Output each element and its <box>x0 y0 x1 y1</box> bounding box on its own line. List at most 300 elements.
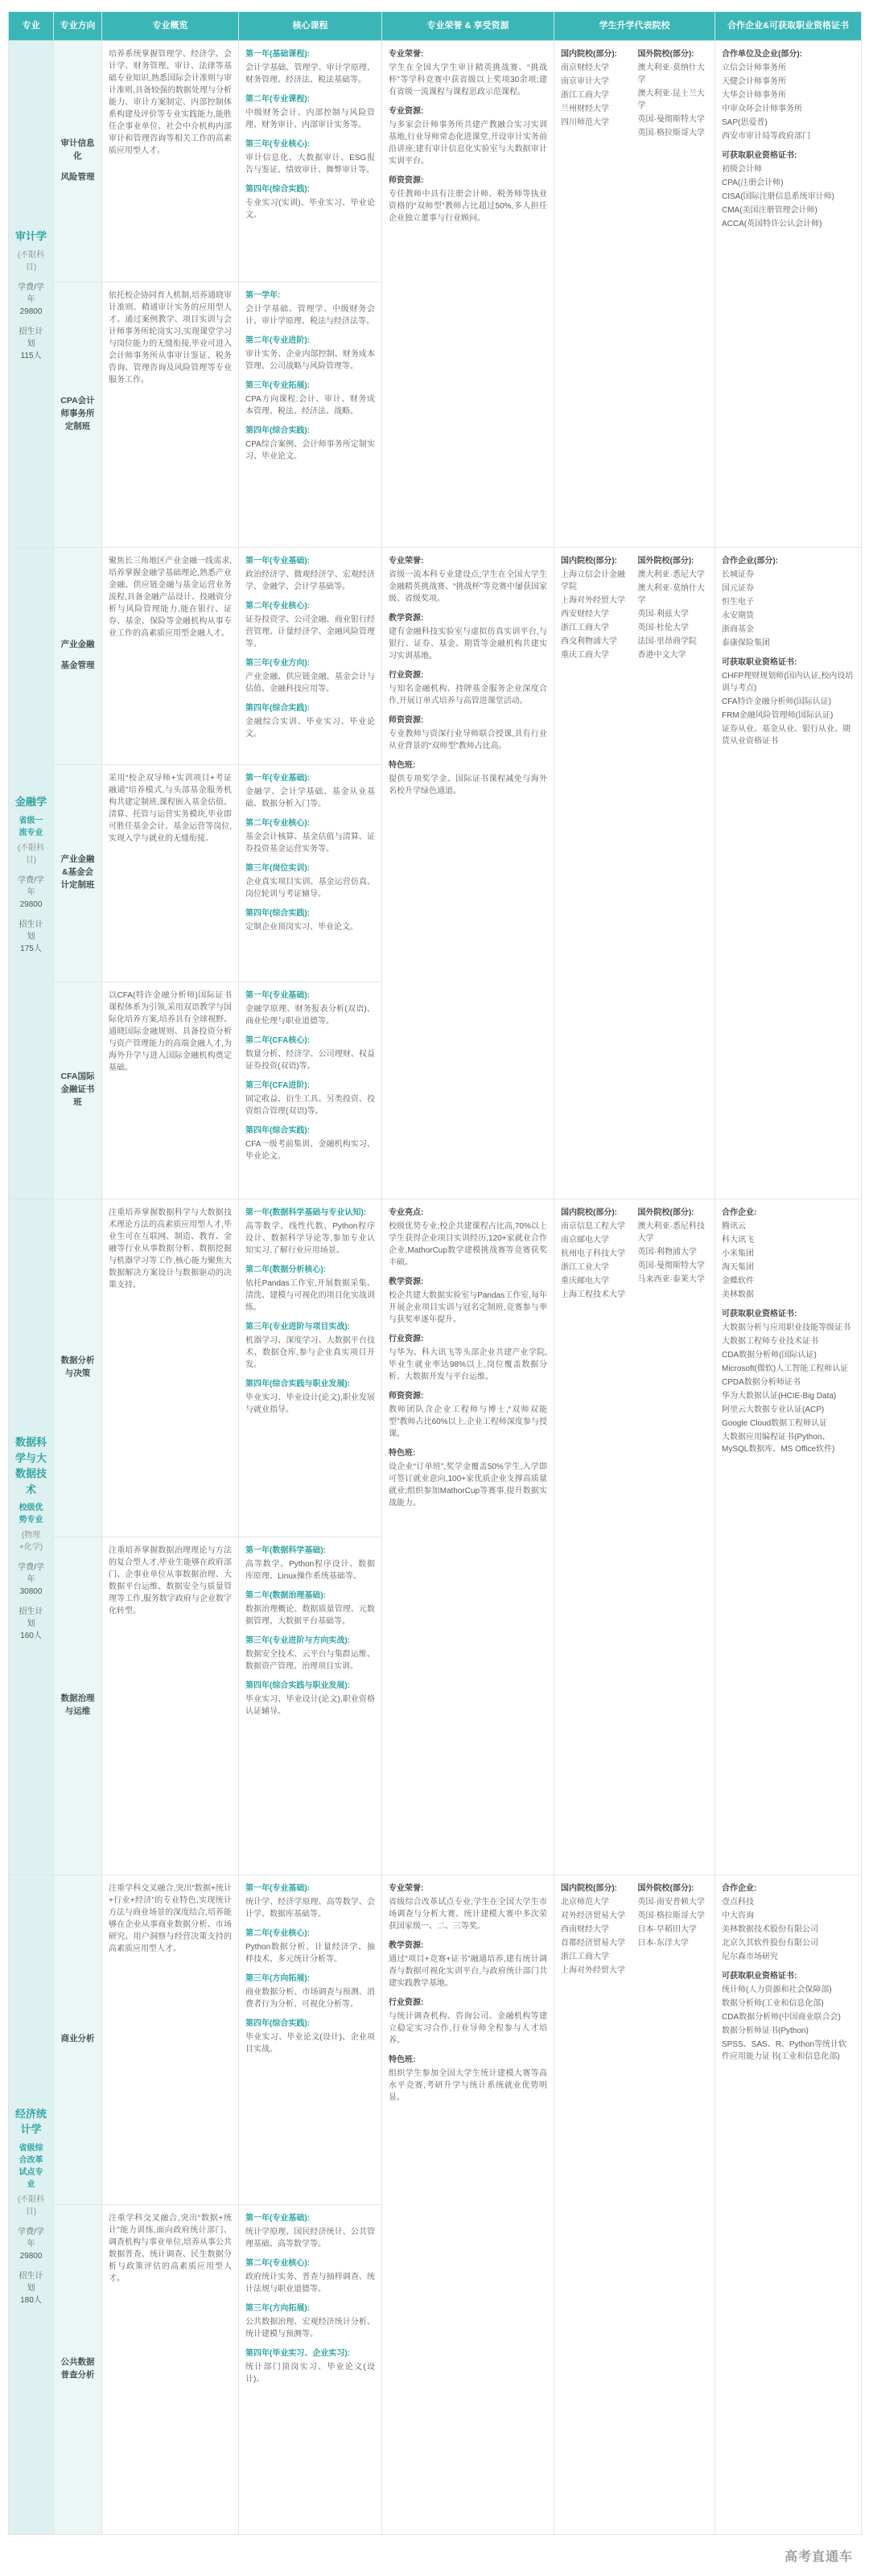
block-text: 依托Pandas工作室,开展数据采集、清洗、建模与可视化的项目化实战训练。 <box>245 1278 375 1312</box>
block-heading: 第四年(综合实践): <box>245 2018 310 2028</box>
fee-label: 学费/学年 <box>18 282 44 304</box>
content-block <box>245 1883 375 1920</box>
schools-domestic <box>561 555 632 669</box>
list-item: 中审众环会计师事务所 <box>722 104 802 113</box>
text-line: 基金管理 <box>60 660 95 670</box>
block-heading: 专业资源: <box>389 106 424 116</box>
content-block <box>245 1545 375 1582</box>
major-cell <box>9 1874 54 2534</box>
block-heading: 第一年(专业基础): <box>245 990 310 1000</box>
block-heading: 第一年(专业基础): <box>245 556 310 566</box>
list-item: 英国·格拉斯哥大学 <box>637 1911 705 1920</box>
content-block <box>389 1333 547 1383</box>
content-block <box>638 1207 709 1286</box>
column-header-courses: 核心课程 <box>239 12 382 41</box>
major-subject-note: (不限科目) <box>17 843 45 865</box>
block-heading: 第三年(CFA进阶): <box>245 1080 310 1090</box>
list-item: 统计师(人力资源和社会保障部) <box>722 1985 832 1994</box>
text-line: 商业分析 <box>60 2034 95 2044</box>
block-heading: 第二年(数据分析核心): <box>245 1265 326 1274</box>
block-heading: 专业荣誉: <box>389 556 424 566</box>
major-plan <box>15 919 47 955</box>
schools-cell <box>554 40 715 547</box>
list-item: 天健会计师事务所 <box>722 76 786 86</box>
block-text: 产业金融、供应链金融、基金会计与估值、金融科技应用等。 <box>245 672 375 693</box>
block-text: 学生在全国大学生审计精英挑战赛、“挑战杯”等学科竞赛中获省级以上奖项30余项;建有省级一流课程与课程思政示范课程。 <box>389 63 547 97</box>
list-item: 证券从业、基金从业、银行从业、期货从业资格证书 <box>722 724 850 746</box>
list-item: 大数据工程师专业技术证书 <box>722 1336 818 1346</box>
direction-cell <box>54 1199 102 1537</box>
block-text: 证券投资学、公司金融、商业银行经营管理、计量经济学、金融风险管理等。 <box>245 615 375 648</box>
block-text: 数据治理概论、数据质量管理、元数据管理、大数据平台基础等。 <box>245 1604 375 1626</box>
column-header-overview: 专业概览 <box>102 12 239 41</box>
block-heading: 第二年(专业进阶): <box>245 335 310 345</box>
list-item: CPA(注册会计师) <box>722 178 784 187</box>
plan-value: 175人 <box>20 944 42 953</box>
content-block <box>245 600 375 650</box>
content-block <box>561 555 632 661</box>
content-block <box>561 1883 632 1977</box>
text-line: 注重学科交叉融合,突出“数据+统计+行业+经济”的专业特色,实现统计方法与商业场景的深度结合,培养能够在企业从事商业数据分析、市场研究、用户洞察与经营决策支持的高素质应用型人才。 <box>109 1883 232 1953</box>
content-block <box>245 1590 375 1627</box>
content-block <box>389 759 547 797</box>
list-item: 澳大利亚·悉尼大学 <box>637 570 705 579</box>
list-item: 大数据分析与应用职业技能等级证书 <box>722 1323 850 1332</box>
block-text: 校企共建大数据实验室与Pandas工作室,每年开展企业项目实训与冠名定制班,竞赛参与率与获奖率逐年提升。 <box>389 1290 547 1324</box>
courses-cell <box>239 40 382 282</box>
list-item: 南京审计大学 <box>561 76 609 86</box>
partners-cell <box>715 40 862 547</box>
content-block <box>245 1035 375 1072</box>
list-item: CISA(国际注册信息系统审计师) <box>722 191 834 201</box>
block-heading: 第三年(专业拓展): <box>245 381 310 390</box>
block-heading: 国外院校(部分): <box>637 556 694 566</box>
list-item: 上海工程技术大学 <box>561 1290 625 1299</box>
block-heading: 第一年(数据科学基础): <box>245 1545 326 1555</box>
list-item: 永安期货 <box>722 611 754 620</box>
text-line: 依托校企协同育人机制,培养通晓审计准则、精通审计实务的应用型人才。通过案例教学、项目实训与会计师事务所轮岗实习,实现课堂学习与岗位能力的无缝衔接,毕业可进入会计师事务所从事审计鉴证、税务咨询、管理咨询及风险管理等专业服务工作。 <box>109 290 232 385</box>
block-heading: 第一年(专业基础): <box>245 1883 310 1893</box>
major-fee <box>15 282 47 318</box>
major-cell <box>9 1199 54 1874</box>
block-heading: 第二年(专业核心): <box>245 1928 310 1938</box>
block-text: 高等数学、线性代数、Python程序设计、数据科学导论等,参加专业认知实习,了解行业应用场景。 <box>245 1221 375 1255</box>
block-heading: 特色班: <box>389 2055 416 2064</box>
content-block <box>389 1883 547 1932</box>
content-block <box>245 772 375 810</box>
list-item: 兰州财经大学 <box>561 104 609 113</box>
list-item: 美林数据技术股份有限公司 <box>722 1924 818 1934</box>
block-heading: 第二年(专业核心): <box>245 601 310 611</box>
block-text: 建有金融科技实验室与虚拟仿真实训平台,与银行、证券、基金、期货等金融机构共建实习实训基地。 <box>389 627 547 660</box>
content-block <box>389 555 547 605</box>
block-text: 会计学基础、管理学、审计学原理、财务管理、经济法、税法基础等。 <box>245 63 375 84</box>
content-block <box>389 48 547 98</box>
list-item: 英国·曼彻斯特大学 <box>637 1261 705 1270</box>
block-heading: 第三年(岗位实训): <box>245 863 310 873</box>
major-badge: 校级优势专业 <box>19 1504 43 1525</box>
major-plan <box>15 2270 47 2306</box>
content-block <box>245 657 375 695</box>
block-text: 与统计调查机构、咨询公司、金融机构等建立稳定实习合作,行业导师全程参与人才培养。 <box>389 2011 547 2045</box>
block-heading: 第三年(方向拓展): <box>245 2303 310 2313</box>
block-text: 校级优势专业;校企共建课程占比高,70%以上学生获得企业项目实训经历,120+家就业合作企业,MathorCup数学建模挑战赛等竞赛获奖丰硕。 <box>389 1221 547 1267</box>
list-item: 马来西亚·泰莱大学 <box>637 1274 705 1284</box>
plan-value: 160人 <box>20 1632 42 1640</box>
list-item: 上海立信会计金融学院 <box>561 570 625 591</box>
content-block <box>389 1447 547 1509</box>
list-item: 重庆邮电大学 <box>561 1276 609 1286</box>
list-item: 西南财经大学 <box>561 1924 609 1934</box>
block-text: 省级综合改革试点专业;学生在全国大学生市场调查与分析大赛、统计建模大赛中多次荣获国家级一、二、三等奖。 <box>389 1897 547 1931</box>
fee-label: 学费/学年 <box>18 875 44 897</box>
block-text: 审计信息化、大数据审计、ESG报告与鉴证、绩效审计、舞弊审计等。 <box>245 153 375 175</box>
list-item: 阿里云大数据专业认证(ACP) <box>722 1405 825 1414</box>
block-heading: 国内院校(部分): <box>561 49 617 59</box>
block-heading: 第三年(专业进阶与方向实战): <box>245 1636 350 1645</box>
block-text: 政治经济学、微观经济学、宏观经济学、金融学、会计学基础等。 <box>245 570 375 591</box>
content-block <box>389 1276 547 1326</box>
content-block <box>245 2302 375 2340</box>
courses-cell <box>239 2204 382 2534</box>
text-line: 产业金融&基金会计定制班 <box>60 854 95 890</box>
block-heading: 教学资源: <box>389 613 424 623</box>
block-text: 统计学原理、国民经济统计、公共管理基础、高等数学等。 <box>245 2227 375 2249</box>
block-text: CPA方向课程:会计、审计、财务成本管理、税法、经济法、战略。 <box>245 394 375 416</box>
text-line: 注重培养掌握数据治理理论与方法的复合型人才,毕业生能够在政府部门、企事业单位从事数据治理、大数据平台运维、数据安全与质量管理等工作,服务数字政府与企业数字化转型。 <box>109 1545 232 1615</box>
block-text: 统计部门顶岗实习、毕业论文(设计)。 <box>245 2362 375 2384</box>
overview-cell <box>102 764 239 981</box>
major-subject-note: (不限科目) <box>17 250 45 272</box>
list-item: 澳大利亚·悉尼科技大学 <box>637 1221 705 1243</box>
list-item: 南京财经大学 <box>561 63 609 72</box>
text-line: 数据治理与运维 <box>60 1693 95 1716</box>
schools-overseas <box>638 48 709 146</box>
list-item: 华为大数据认证(HCIE-Big Data) <box>722 1391 837 1401</box>
content-block <box>389 175 547 224</box>
text-line: 审计信息化 <box>60 138 95 162</box>
list-item: 对外经济贸易大学 <box>561 1911 625 1920</box>
content-block <box>245 1973 375 2010</box>
list-item: CDA数据分析师(国际认证) <box>722 1350 817 1360</box>
block-heading: 第四年(综合实践): <box>245 908 310 918</box>
list-item: 尼尔森市场研究 <box>722 1952 778 1961</box>
block-text: 专业实习(实训)、毕业实习、毕业论文。 <box>245 198 375 220</box>
column-header-direction: 专业方向 <box>54 12 102 41</box>
content-block <box>389 1390 547 1440</box>
fee-label: 学费/学年 <box>18 2227 44 2249</box>
table-row <box>9 40 862 282</box>
block-heading: 第三年(专业进阶与项目实战): <box>245 1322 350 1331</box>
content-block <box>638 1883 709 1949</box>
major-fee <box>15 874 47 911</box>
courses-cell <box>239 981 382 1199</box>
block-heading: 国外院校(部分): <box>637 1883 694 1893</box>
block-text: 金融综合实训、毕业实习、毕业论文。 <box>245 717 375 739</box>
block-text: 通过“项目+竞赛+证书”融通培养,建有统计调查与数据可视化实训平台,与政府统计部门共建实践教学基地。 <box>389 1954 547 1988</box>
block-text: 金融学、会计学基础、基金从业基础、数据分析入门等。 <box>245 787 375 809</box>
content-block <box>389 612 547 662</box>
major-cell <box>9 547 54 1199</box>
list-item: 西交利物浦大学 <box>561 636 617 646</box>
list-item: 浙商基金 <box>722 624 754 634</box>
content-block <box>722 1883 855 1963</box>
partners-cell <box>715 1874 862 2534</box>
block-text: 审计实务、企业内部控制、财务成本管理、公司战略与风险管理等。 <box>245 349 375 371</box>
block-text: 商业数据分析、市场调查与预测、消费者行为分析、可视化分析等。 <box>245 1987 375 2009</box>
list-item: 大数据应用编程证书(Python、MySQL数据库、MS Office软件) <box>722 1432 835 1454</box>
list-item: 英国·杜伦大学 <box>637 623 689 632</box>
list-item: FRM金融风险管理师(国际认证) <box>722 710 834 720</box>
schools-overseas <box>638 1883 709 1984</box>
block-heading: 第一年(专业基础): <box>245 2213 310 2223</box>
block-heading: 国内院校(部分): <box>561 556 617 566</box>
block-heading: 合作企业(部分): <box>722 556 778 566</box>
list-item: 日本·东洋大学 <box>637 1938 689 1948</box>
content-block <box>389 1940 547 1990</box>
content-block <box>722 1970 855 2063</box>
schools-domestic <box>561 48 632 146</box>
honors-cell <box>382 40 554 547</box>
block-heading: 国内院校(部分): <box>561 1208 617 1217</box>
block-heading: 第四年(综合实践): <box>245 184 310 194</box>
list-item: 四川师范大学 <box>561 117 609 127</box>
fee-value: 29800 <box>19 2251 43 2261</box>
block-text: 与华为、科大讯飞等头部企业共建产业学院,毕业生就业率达98%以上,岗位覆盖数据分析、大数据开发与平台运维。 <box>389 1348 547 1381</box>
block-text: 设企业“订单班”,奖学金覆盖50%学生,入学即可签订就业意向,100+家优质企业支撑高质量就业;组织参加MathorCup等赛事,提升数据实战能力。 <box>389 1462 547 1508</box>
list-item: 香港中文大学 <box>637 650 686 660</box>
direction-cell <box>54 764 102 981</box>
content-block <box>245 862 375 900</box>
content-block <box>245 48 375 86</box>
fee-value: 30800 <box>19 1587 43 1596</box>
majors-table <box>8 11 862 2535</box>
table-row <box>9 547 862 764</box>
fee-value: 29800 <box>19 899 43 909</box>
block-heading: 特色班: <box>389 760 416 770</box>
overview-cell <box>102 547 239 764</box>
list-item: 恒生电子 <box>722 597 754 607</box>
block-heading: 教学资源: <box>389 1277 424 1286</box>
content-block <box>722 48 855 142</box>
direction-cell <box>54 2204 102 2534</box>
block-heading: 特色班: <box>389 1448 416 1458</box>
content-block <box>245 555 375 593</box>
courses-cell <box>239 547 382 764</box>
text-line: 产业金融 <box>60 640 95 650</box>
content-block <box>245 1321 375 1371</box>
content-block <box>245 425 375 463</box>
block-heading: 可获取职业资格证书: <box>722 657 797 667</box>
direction-cell <box>54 1537 102 1874</box>
block-heading: 师资资源: <box>389 715 424 725</box>
direction-cell <box>54 282 102 547</box>
content-block <box>722 555 855 649</box>
major-subject-note: (不限科目) <box>17 2195 45 2216</box>
content-block <box>638 555 709 661</box>
block-heading: 可获取职业资格证书: <box>722 1309 797 1319</box>
text-line: 数据分析与决策 <box>60 1356 95 1378</box>
content-block <box>245 1080 375 1117</box>
list-item: 泰康保险集团 <box>722 638 770 648</box>
content-block <box>389 1207 547 1269</box>
list-item: 立信会计师事务所 <box>722 63 786 72</box>
list-item: 科大讯飞 <box>722 1235 754 1245</box>
major-cell <box>9 40 54 547</box>
honors-cell <box>382 1199 554 1874</box>
block-heading: 第二年(专业课程): <box>245 94 310 104</box>
list-item: 首都经济贸易大学 <box>561 1938 625 1948</box>
content-block <box>389 1997 547 2047</box>
list-item: 北京师范大学 <box>561 1897 609 1907</box>
footer-brand: 高考直通车 <box>784 2549 853 2564</box>
block-heading: 专业荣誉: <box>389 49 424 59</box>
direction-cell <box>54 40 102 282</box>
block-text: 与知名金融机构、持牌基金服务企业深度合作,开展订单式培养与高管进课堂活动。 <box>389 684 547 706</box>
block-heading: 第三年(专业核心): <box>245 139 310 149</box>
block-text: 专业教师与资深行业导师联合授课,具有行业从业背景的“双师型”教师占比高。 <box>389 729 547 751</box>
block-heading: 师资资源: <box>389 1391 424 1401</box>
block-heading: 可获取职业资格证书: <box>722 150 797 160</box>
content-block <box>389 2054 547 2104</box>
honors-cell <box>382 1874 554 2534</box>
content-block <box>245 2018 375 2055</box>
block-heading: 第四年(综合实践): <box>245 426 310 435</box>
plan-value: 180人 <box>20 2295 42 2305</box>
block-heading: 教学资源: <box>389 1940 424 1950</box>
block-text: Python数据分析、计量经济学、抽样技术、多元统计分析等。 <box>245 1942 375 1964</box>
content-block <box>245 817 375 855</box>
block-heading: 合作企业: <box>722 1208 757 1217</box>
schools-overseas <box>638 1207 709 1308</box>
block-heading: 第二年(数据治理基础): <box>245 1590 326 1600</box>
block-heading: 第二年(CFA核心): <box>245 1035 310 1045</box>
block-text: 基金会计核算、基金估值与清算、证券投资基金运营实务等。 <box>245 832 375 854</box>
list-item: 英国·利兹大学 <box>637 609 689 619</box>
list-item: CMA(美国注册管理会计师) <box>722 205 818 215</box>
block-heading: 第四年(综合实践): <box>245 1125 310 1135</box>
list-item: 澳大利亚·莫纳什大学 <box>637 63 705 84</box>
block-heading: 第二年(专业核心): <box>245 818 310 828</box>
block-heading: 专业亮点: <box>389 1208 424 1217</box>
content-block <box>638 48 709 139</box>
content-block <box>722 1308 855 1455</box>
content-block <box>245 1125 375 1162</box>
text-line: 以CFA(特许金融分析师)国际证书课程体系为引领,采用双语教学与国际化培养方案,培养具有全球视野、通晓国际金融规则、具备投资分析与资产管理能力的高端金融人才,为海外升学与进入国际金融机构奠定基础。 <box>109 990 232 1072</box>
list-item: 澳大利亚·莫纳什大学 <box>637 583 705 605</box>
list-item: 浙江工商大学 <box>561 623 609 632</box>
content-block <box>245 2212 375 2250</box>
block-text: 数据安全技术、云平台与集群运维、数据资产管理、治理项目实训。 <box>245 1649 375 1671</box>
list-item: 数据分析师证书(Python) <box>722 2026 809 2035</box>
major-name: 金融学 <box>15 796 47 809</box>
plan-label: 招生计划 <box>19 327 43 348</box>
content-block <box>245 138 375 176</box>
block-heading: 第三年(方向拓展): <box>245 1973 310 1983</box>
content-block <box>245 2348 375 2385</box>
schools-domestic <box>561 1883 632 1984</box>
overview-cell <box>102 40 239 282</box>
list-item: 南京信息工程大学 <box>561 1221 625 1231</box>
column-header-honors: 专业荣誉 & 享受资源 <box>382 12 554 41</box>
block-text: 数量分析、经济学、公司理财、权益证券投资(双语)等。 <box>245 1049 375 1071</box>
schools-cell <box>554 1874 715 2534</box>
major-plan <box>15 1606 47 1642</box>
list-item: 英国·利物浦大学 <box>637 1247 697 1257</box>
block-heading: 第一年(基础课程): <box>245 49 310 59</box>
plan-label: 招生计划 <box>19 2271 43 2293</box>
content-block <box>245 1680 375 1718</box>
overview-cell <box>102 1874 239 2204</box>
list-item: 大华会计师事务所 <box>722 90 786 100</box>
list-item: 浙江工商大学 <box>561 1952 609 1961</box>
list-item: 中大咨询 <box>722 1911 754 1920</box>
list-item: 国元证券 <box>722 583 754 593</box>
major-badge: 省级综合改革试点专业 <box>19 2143 43 2189</box>
content-block <box>245 93 375 131</box>
list-item: SAP(思爱普) <box>722 117 768 127</box>
table-row <box>9 1874 862 2204</box>
content-block <box>245 1928 375 1965</box>
fee-value: 29800 <box>19 307 43 316</box>
block-text: 提供专项奖学金、国际证书课程减免与海外名校升学绿色通道。 <box>389 774 547 796</box>
plan-label: 招生计划 <box>19 1607 43 1628</box>
block-text: 统计学、经济学原理、高等数学、会计学、数据库基础等。 <box>245 1897 375 1919</box>
block-text: 固定收益、衍生工具、另类投资、投资组合管理(双语)等。 <box>245 1094 375 1116</box>
block-text: 毕业实习、毕业设计(论文),职业发展与就业指导。 <box>245 1393 375 1414</box>
block-text: 定制企业顶岗实习、毕业论文。 <box>245 922 358 932</box>
overview-cell <box>102 1199 239 1537</box>
text-line: 采用“校企双导师+实训项目+考证融通”培养模式,与头部基金服务机构共建定制班,课程嵌入基金估值、清算、托管与运营实务模块,毕业即可胜任基金会计、基金运营等岗位,实现入学与就业的无缝衔接。 <box>109 773 232 843</box>
table-header <box>9 12 862 41</box>
content-block <box>245 702 375 740</box>
major-badge: 省级一流专业 <box>19 816 43 837</box>
content-block <box>722 1207 855 1301</box>
text-line: 注重培养掌握数据科学与大数据技术理论方法的高素质应用型人才,毕业生可在互联网、制造、教育、金融等行业从事数据分析、数据挖掘与机器学习等工作,核心能力聚焦大数据解决方案设计与数据驱动的决策支持。 <box>109 1208 232 1290</box>
list-item: 小米集团 <box>722 1249 754 1258</box>
block-text: 公共数据治理、宏观经济统计分析、统计建模与预测等。 <box>245 2317 375 2339</box>
partners-cell <box>715 1199 862 1874</box>
list-item: 上海对外经贸大学 <box>561 595 625 605</box>
overview-cell <box>102 282 239 547</box>
content-block <box>245 290 375 327</box>
list-item: CFA特许金融分析师(国际认证) <box>722 697 832 706</box>
direction-cell <box>54 1874 102 2204</box>
list-item: 淘天集团 <box>722 1262 754 1272</box>
block-heading: 第一学年: <box>245 290 281 300</box>
list-item: 金蝶软件 <box>722 1276 754 1286</box>
list-item: Google Cloud数据工程师认证 <box>722 1418 828 1428</box>
schools-overseas <box>638 555 709 669</box>
block-text: 毕业实习、毕业论文(设计)、企业项目实战。 <box>245 2032 375 2054</box>
list-item: 上海对外经贸大学 <box>561 1965 625 1975</box>
block-text: 高等数学、Python程序设计、数据库原理、Linux操作系统基础等。 <box>245 1559 375 1581</box>
text-line: 风险管理 <box>60 171 95 182</box>
content-block <box>389 714 547 752</box>
content-block <box>561 48 632 129</box>
content-block <box>245 907 375 933</box>
major-plan <box>15 326 47 362</box>
courses-cell <box>239 1199 382 1537</box>
list-item: 英国·南安普顿大学 <box>637 1897 705 1907</box>
major-fee <box>15 2226 47 2262</box>
overview-cell <box>102 1537 239 1874</box>
block-text: 政府统计实务、普查与抽样调查、统计法规与职业道德等。 <box>245 2272 375 2294</box>
plan-label: 招生计划 <box>19 920 43 941</box>
content-block <box>245 1207 375 1257</box>
block-text: 中级财务会计、内部控制与风险管理、财务审计、内部审计实务等。 <box>245 108 375 130</box>
block-heading: 第四年(综合实践): <box>245 703 310 713</box>
